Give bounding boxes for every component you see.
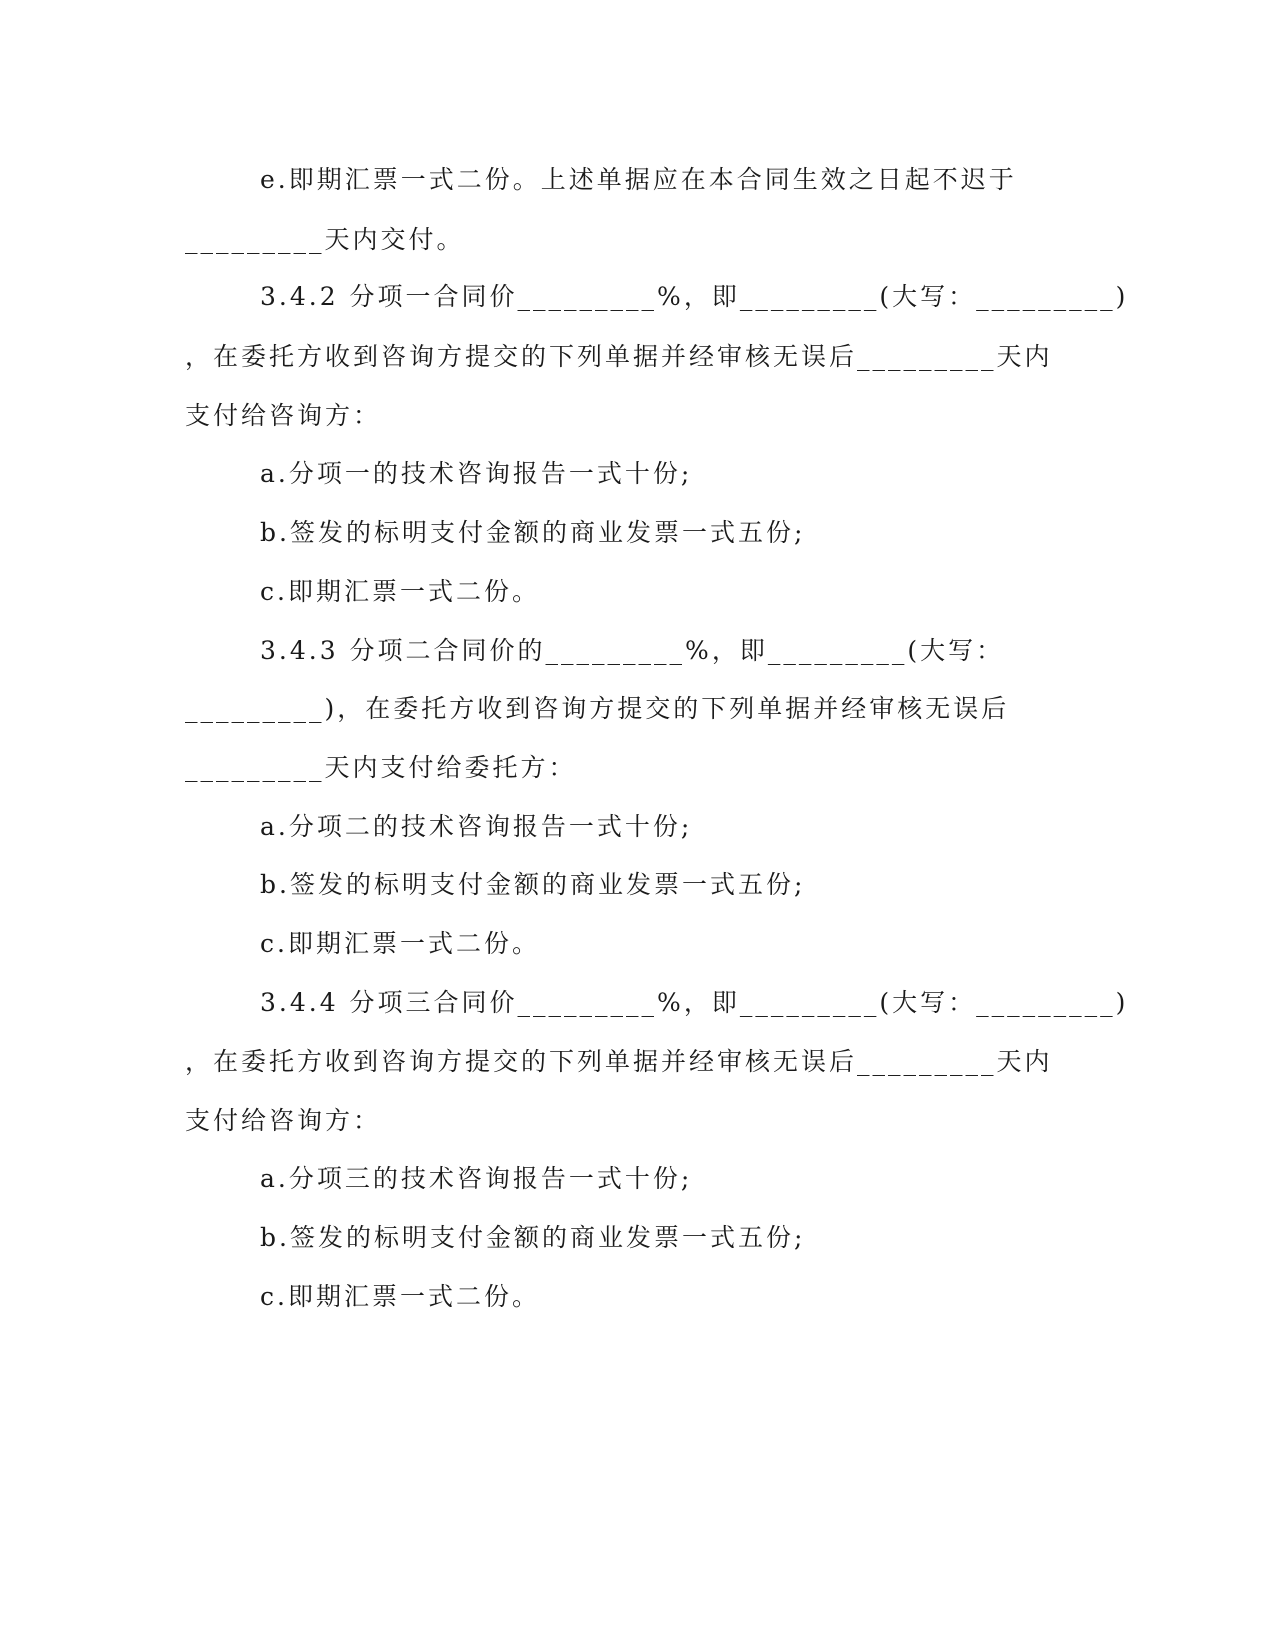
list-item: a.分项三的技术咨询报告一式十份; xyxy=(260,1164,693,1193)
text-line: e.即期汇票一式二份。上述单据应在本合同生效之日起不迟于 xyxy=(260,165,1017,194)
list-item: a.分项二的技术咨询报告一式十份; xyxy=(260,812,693,841)
list-item: b.签发的标明支付金额的商业发票一式五份; xyxy=(260,518,806,547)
list-item: b.签发的标明支付金额的商业发票一式五份; xyxy=(260,870,806,899)
text-line: 支付给咨询方： xyxy=(185,401,382,430)
list-item: c.即期汇票一式二份。 xyxy=(260,1282,540,1311)
text-line: 支付给咨询方： xyxy=(185,1106,382,1135)
list-item: c.即期汇票一式二份。 xyxy=(260,929,540,958)
clause-3-4-3-line: 3.4.3 分项二合同价的_________%，即_________(大写： xyxy=(260,636,1005,665)
list-item: a.分项一的技术咨询报告一式十份; xyxy=(260,459,693,488)
text-line: ，在委托方收到咨询方提交的下列单据并经审核无误后_________天内 xyxy=(185,1047,1053,1076)
text-line: _________天内支付给委托方： xyxy=(185,753,577,782)
list-item: b.签发的标明支付金额的商业发票一式五份; xyxy=(260,1223,806,1252)
text-line: _________)，在委托方收到咨询方提交的下列单据并经审核无误后 xyxy=(185,694,1010,723)
list-item: c.即期汇票一式二份。 xyxy=(260,577,540,606)
clause-3-4-4-line: 3.4.4 分项三合同价_________%，即_________(大写：_________) xyxy=(260,988,1129,1017)
clause-3-4-2-line: 3.4.2 分项一合同价_________%，即_________(大写：_________) xyxy=(260,282,1129,311)
text-line: _________天内交付。 xyxy=(185,225,465,254)
text-line: ，在委托方收到咨询方提交的下列单据并经审核无误后_________天内 xyxy=(185,342,1053,371)
